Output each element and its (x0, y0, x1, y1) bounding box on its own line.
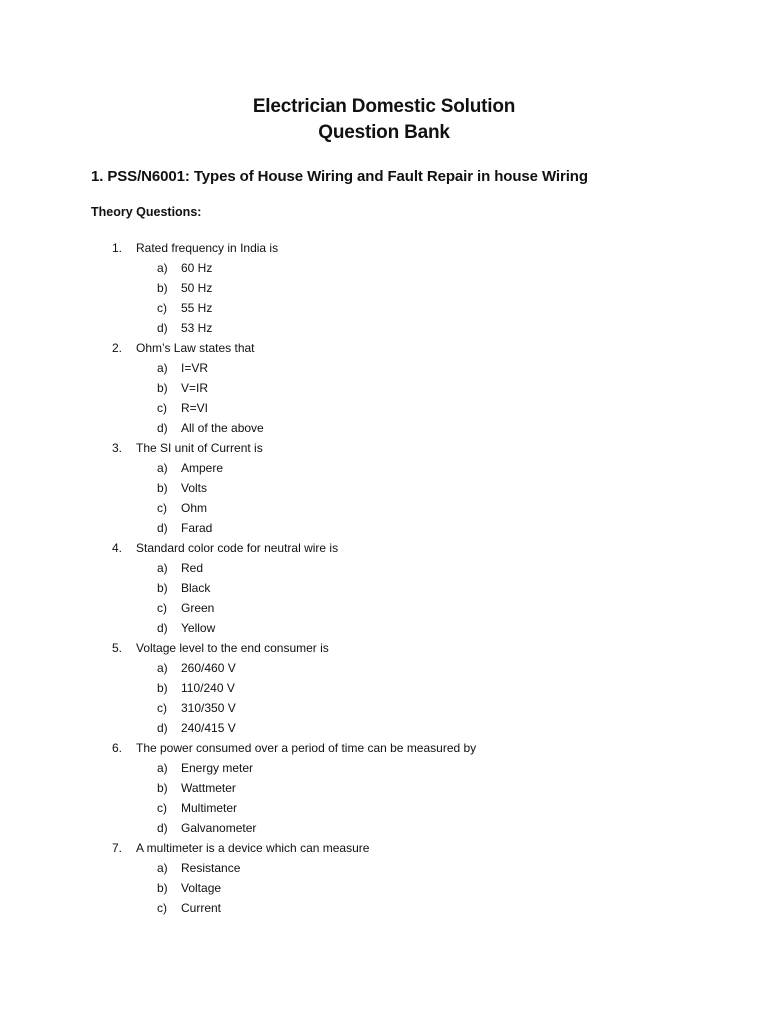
answer-option (0, 418, 768, 438)
option-text: Yellow (181, 621, 216, 635)
answer-option (0, 818, 768, 838)
question-number: 6. (112, 741, 123, 755)
option-text: 240/415 V (181, 721, 236, 735)
option-letter: d) (157, 721, 168, 735)
answer-option (0, 478, 768, 498)
question-item (0, 638, 768, 658)
option-letter: c) (157, 701, 167, 715)
answer-option (0, 518, 768, 538)
option-letter: d) (157, 321, 168, 335)
option-letter: c) (157, 501, 167, 515)
option-letter: c) (157, 401, 167, 415)
answer-option (0, 498, 768, 518)
option-text: Red (181, 561, 204, 575)
option-text: 60 Hz (181, 261, 213, 275)
answer-option (0, 618, 768, 638)
answer-option (0, 858, 768, 878)
answer-option (0, 578, 768, 598)
question-text: Ohm’s Law states that (136, 341, 255, 355)
option-letter: a) (157, 761, 168, 775)
answer-option (0, 298, 768, 318)
answer-option (0, 678, 768, 698)
option-text: Energy meter (181, 761, 254, 775)
option-letter: a) (157, 861, 168, 875)
option-text: Voltage (181, 881, 222, 895)
question-number: 4. (112, 541, 123, 555)
option-letter: d) (157, 821, 168, 835)
title-line-1: Electrician Domestic Solution (252, 96, 516, 117)
question-text: A multimeter is a device which can measure (136, 841, 370, 855)
section-heading: 1. PSS/N6001: Types of House Wiring and Fault Repair in house Wiring (91, 168, 588, 185)
option-letter: c) (157, 301, 167, 315)
option-letter: b) (157, 281, 168, 295)
option-text: Multimeter (181, 801, 238, 815)
option-letter: b) (157, 381, 168, 395)
option-text: Volts (181, 481, 208, 495)
answer-option (0, 758, 768, 778)
question-text: Standard color code for neutral wire is (136, 541, 339, 555)
option-text: Current (181, 901, 222, 915)
option-text: 55 Hz (181, 301, 213, 315)
option-text: Ampere (181, 461, 224, 475)
option-text: Ohm (181, 501, 208, 515)
question-list (0, 238, 768, 918)
question-item (0, 738, 768, 758)
question-number: 7. (112, 841, 123, 855)
option-text: Wattmeter (181, 781, 236, 795)
option-text: 310/350 V (181, 701, 236, 715)
question-number: 2. (112, 341, 123, 355)
question-item (0, 238, 768, 258)
answer-option (0, 798, 768, 818)
option-text: Galvanometer (181, 821, 257, 835)
answer-option (0, 278, 768, 298)
answer-option (0, 558, 768, 578)
option-text: 110/240 V (181, 681, 235, 695)
option-letter: a) (157, 461, 168, 475)
answer-option (0, 258, 768, 278)
option-letter: c) (157, 801, 167, 815)
option-text: 260/460 V (181, 661, 236, 675)
answer-option (0, 458, 768, 478)
question-text: Rated frequency in India is (136, 241, 279, 255)
option-text: Resistance (181, 861, 241, 875)
option-text: All of the above (181, 421, 264, 435)
option-letter: d) (157, 421, 168, 435)
question-number: 3. (112, 441, 123, 455)
answer-option (0, 658, 768, 678)
theory-questions-heading: Theory Questions: (91, 205, 202, 219)
answer-option (0, 698, 768, 718)
option-letter: a) (157, 561, 168, 575)
option-text: Black (181, 581, 211, 595)
answer-option (0, 378, 768, 398)
answer-option (0, 318, 768, 338)
title-line-2: Question Bank (318, 122, 450, 143)
question-item (0, 338, 768, 358)
option-letter: b) (157, 781, 168, 795)
option-text: R=VI (181, 401, 209, 415)
answer-option (0, 778, 768, 798)
option-text: Green (181, 601, 215, 615)
option-text: Farad (181, 521, 213, 535)
question-text: The power consumed over a period of time can be measured by (136, 741, 477, 755)
option-letter: c) (157, 901, 167, 915)
document-title (0, 94, 768, 146)
option-letter: c) (157, 601, 167, 615)
answer-option (0, 898, 768, 918)
option-letter: b) (157, 881, 168, 895)
option-text: V=IR (181, 381, 209, 395)
answer-option (0, 878, 768, 898)
option-letter: b) (157, 681, 168, 695)
answer-option (0, 718, 768, 738)
option-letter: b) (157, 481, 168, 495)
option-text: 53 Hz (181, 321, 213, 335)
question-text: Voltage level to the end consumer is (136, 641, 329, 655)
option-letter: d) (157, 521, 168, 535)
option-letter: d) (157, 621, 168, 635)
question-text: The SI unit of Current is (136, 441, 263, 455)
question-number: 1. (112, 241, 123, 255)
question-number: 5. (112, 641, 123, 655)
question-item (0, 838, 768, 858)
option-letter: b) (157, 581, 168, 595)
option-letter: a) (157, 661, 168, 675)
option-text: 50 Hz (181, 281, 213, 295)
question-item (0, 438, 768, 458)
answer-option (0, 358, 768, 378)
option-letter: a) (157, 261, 168, 275)
answer-option (0, 398, 768, 418)
question-item (0, 538, 768, 558)
option-text: I=VR (181, 361, 209, 375)
answer-option (0, 598, 768, 618)
option-letter: a) (157, 361, 168, 375)
